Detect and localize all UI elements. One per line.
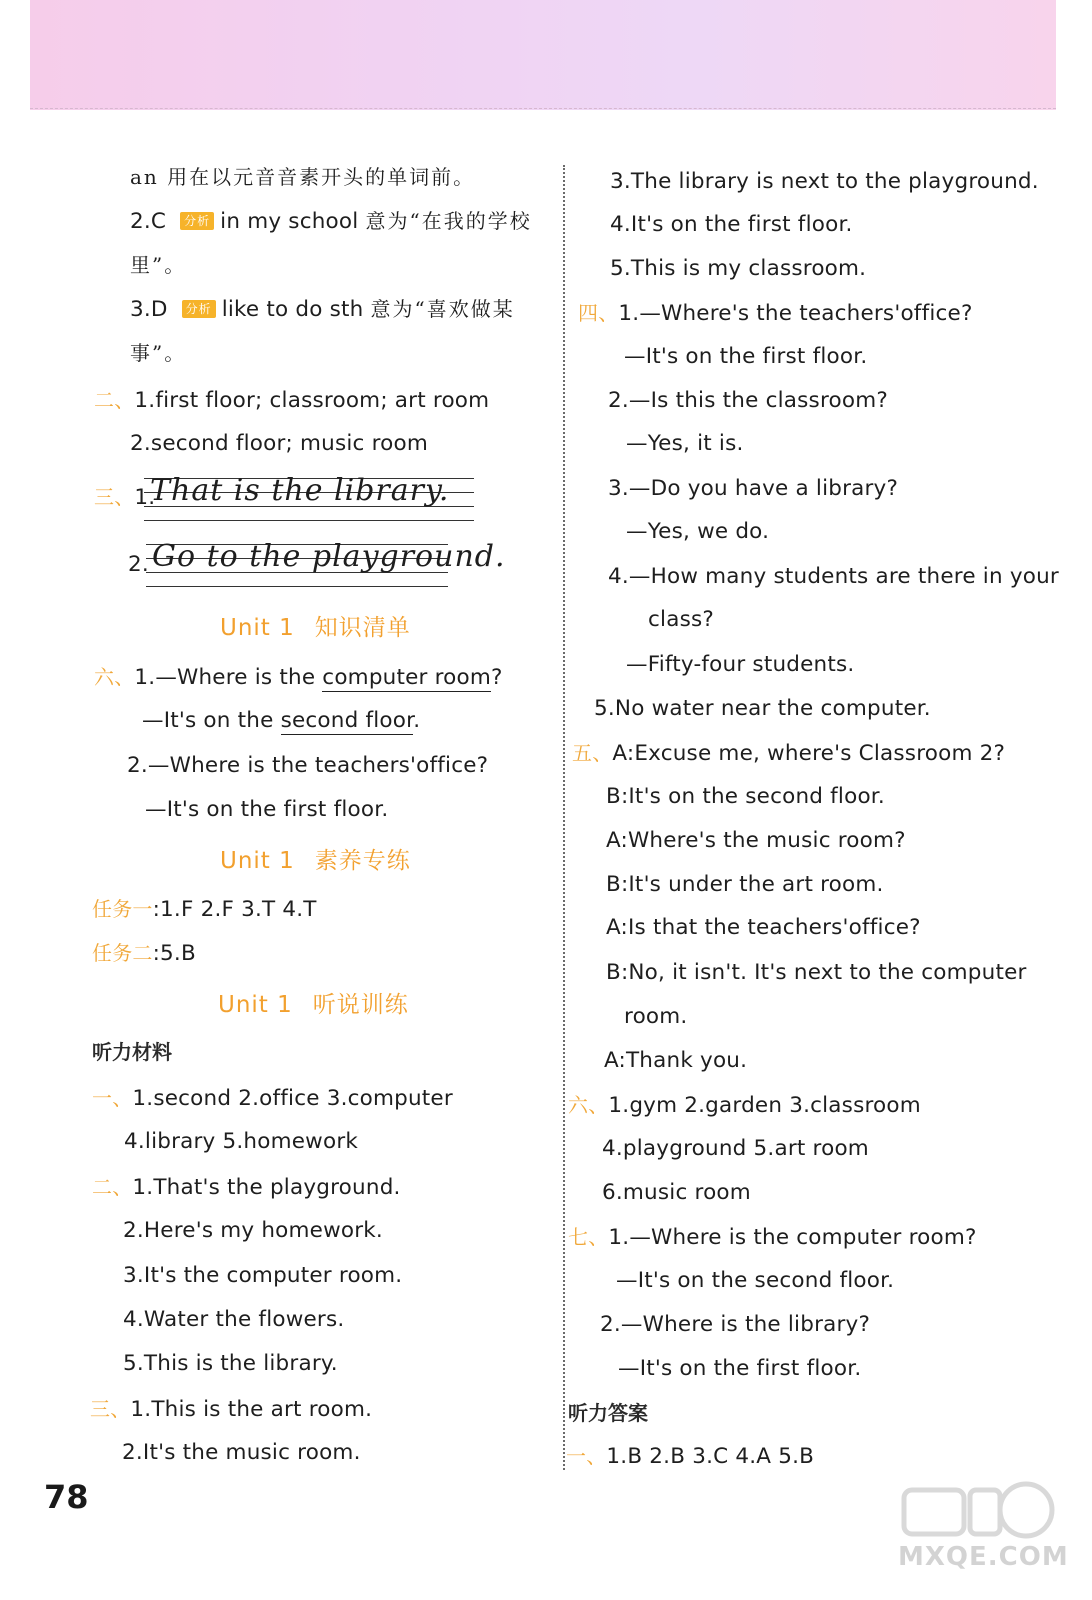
answer-line: —It's on the second floor. [142,708,421,733]
text-line: 事”。 [130,341,187,365]
answer-line: 二、1.That's the playground. [92,1175,401,1200]
answer-line: 六、1.—Where is the computer room? [94,665,503,690]
answer-line: 一、1.B 2.B 3.C 4.A 5.B [566,1444,815,1469]
answer-line: 六、1.gym 2.garden 3.classroom [568,1093,921,1118]
section-marker: 2. [128,552,149,577]
analysis-badge: 分析 [182,300,216,318]
answer-line: 2.It's the music room. [122,1440,361,1465]
answer-line: 五、A:Excuse me, where's Classroom 2? [572,741,1006,766]
answer-line: 2.—Where is the library? [600,1312,871,1337]
answer-line: 三、1.This is the art room. [90,1397,373,1422]
header-banner [30,0,1056,110]
handwriting-answer: That is the library. [144,474,474,518]
answer-line: 3.D 分析 like to do sth 意为“喜欢做某 [130,297,515,322]
header-divider [30,108,1056,109]
subsection-title: 听力答案 [568,1401,648,1425]
answer-line: B:It's under the art room. [606,872,884,897]
answer-line: 一、1.second 2.office 3.computer [92,1086,453,1111]
answer-line: class? [648,607,714,632]
column-divider [563,165,565,1470]
answer-line: 任务一:1.F 2.F 3.T 4.T [92,897,317,922]
answer-line: 4.It's on the first floor. [610,212,853,237]
answer-line: —It's on the first floor. [145,797,389,822]
answer-line: —Fifty-four students. [626,652,855,677]
handwriting-answer: Go to the playground. [146,540,448,584]
analysis-badge: 分析 [180,212,214,230]
answer-line: 任务二:5.B [92,941,196,966]
answer-line: A:Where's the music room? [606,828,906,853]
answer-line: 4.Water the flowers. [123,1307,345,1332]
section-marker: 三、1. [94,485,156,510]
answer-line: 2.—Is this the classroom? [608,388,888,413]
answer-line: —Yes, we do. [626,519,770,544]
answer-line: 2.C 分析 in my school 意为“在我的学校 [130,209,532,234]
answer-line: 3.It's the computer room. [123,1263,403,1288]
answer-line: A:Is that the teachers'office? [606,915,921,940]
answer-line: —It's on the second floor. [616,1268,895,1293]
section-heading: Unit 1 素养专练 [220,848,411,874]
answer-line: 3.—Do you have a library? [608,476,899,501]
answer-line: 4.—How many students are there in your [608,564,1059,589]
text-line: an 用在以元音音素开头的单词前。 [130,165,476,189]
answer-line: 2.second floor; music room [130,431,429,456]
answer-line: 6.music room [602,1180,751,1205]
section-heading: Unit 1 知识清单 [220,615,411,641]
answer-line: —It's on the first floor. [618,1356,862,1381]
answer-line: 七、1.—Where is the computer room? [568,1225,977,1250]
page-number: 78 [44,1478,89,1516]
text-line: 里”。 [130,253,187,277]
answer-line: B:No, it isn't. It's next to the computer [606,960,1027,985]
answer-line: 2.Here's my homework. [123,1218,383,1243]
answer-line: —It's on the first floor. [624,344,868,369]
answer-line: B:It's on the second floor. [606,784,885,809]
answer-line: 3.The library is next to the playground. [610,169,1039,194]
answer-line: 四、1.—Where's the teachers'office? [578,301,973,326]
answer-line: A:Thank you. [604,1048,748,1073]
watermark [898,1480,1069,1590]
answer-line: 4.library 5.homework [124,1129,359,1154]
section-heading: Unit 1 听说训练 [218,992,409,1018]
watermark-logo-icon [898,1480,1064,1590]
answer-line: —Yes, it is. [626,431,744,456]
answer-line: 二、1.first floor; classroom; art room [94,388,490,413]
answer-line: 5.No water near the computer. [594,696,931,721]
answer-line: room. [624,1004,688,1029]
answer-line: 2.—Where is the teachers'office? [127,753,489,778]
answer-line: 5.This is my classroom. [610,256,867,281]
answer-line: 5.This is the library. [123,1351,338,1376]
answer-line: 4.playground 5.art room [602,1136,869,1161]
watermark-text: MXQE.COM [898,1542,1069,1572]
subsection-title: 听力材料 [92,1040,172,1064]
